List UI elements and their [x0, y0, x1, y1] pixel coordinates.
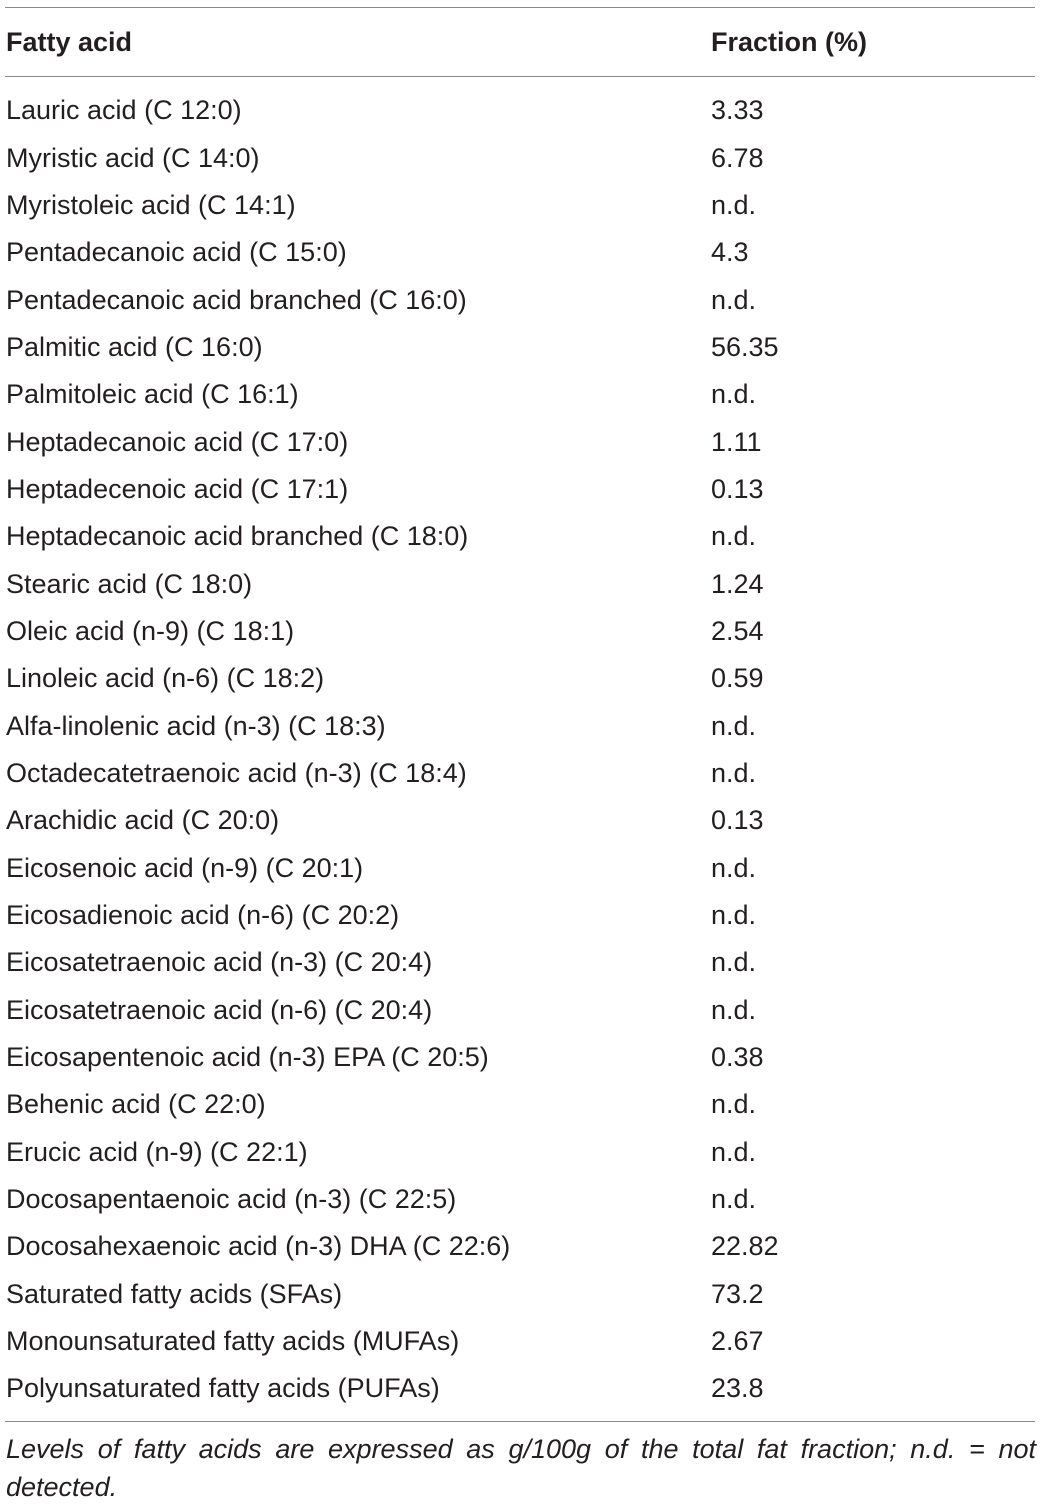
cell-fraction: 22.82: [711, 1231, 779, 1262]
table-row: [5, 1271, 1035, 1318]
table-row: [5, 702, 1035, 749]
table-row: [5, 182, 1035, 229]
table-body: [5, 77, 1035, 1422]
header-fraction: Fraction (%): [711, 26, 868, 57]
cell-fraction: n.d.: [711, 1184, 757, 1215]
table-row: [5, 845, 1035, 892]
table-row: [5, 371, 1035, 418]
cell-fraction: 3.33: [711, 95, 764, 126]
cell-fatty-acid: Monounsaturated fatty acids (MUFAs): [6, 1326, 460, 1357]
cell-fraction: 0.59: [711, 663, 764, 694]
table-row: [5, 892, 1035, 939]
cell-fatty-acid: Heptadecenoic acid (C 17:1): [6, 473, 349, 504]
cell-fatty-acid: Heptadecanoic acid (C 17:0): [6, 426, 349, 457]
table-row: [5, 77, 1035, 135]
table-row: [5, 134, 1035, 181]
cell-fraction: 56.35: [711, 331, 779, 362]
table-row: [5, 513, 1035, 560]
cell-fraction: 1.24: [711, 568, 764, 599]
cell-fatty-acid: Eicosatetraenoic acid (n-6) (C 20:4): [6, 994, 433, 1025]
table-row: [5, 1034, 1035, 1081]
cell-fatty-acid: Docosapentaenoic acid (n-3) (C 22:5): [6, 1184, 457, 1215]
cell-fraction: 6.78: [711, 142, 764, 173]
table-row: [5, 1129, 1035, 1176]
cell-fatty-acid: Oleic acid (n-9) (C 18:1): [6, 615, 295, 646]
table-header-row: [5, 8, 1035, 77]
table-row: [5, 987, 1035, 1034]
cell-fatty-acid: Eicosapentenoic acid (n-3) EPA (C 20:5): [6, 1042, 489, 1073]
cell-fatty-acid: Eicosenoic acid (n-9) (C 20:1): [6, 852, 364, 883]
fatty-acid-table-container: [5, 7, 1035, 1506]
table-row: [5, 1081, 1035, 1128]
cell-fraction: n.d.: [711, 852, 757, 883]
cell-fatty-acid: Arachidic acid (C 20:0): [6, 805, 280, 836]
cell-fatty-acid: Lauric acid (C 12:0): [6, 95, 242, 126]
cell-fraction: 4.3: [711, 237, 749, 268]
cell-fatty-acid: Behenic acid (C 22:0): [6, 1089, 266, 1120]
cell-fatty-acid: Myristic acid (C 14:0): [6, 142, 260, 173]
table-row: [5, 276, 1035, 323]
table-row: [5, 750, 1035, 797]
cell-fraction: 0.13: [711, 805, 764, 836]
table-row: [5, 655, 1035, 702]
cell-fraction: n.d.: [711, 900, 757, 931]
cell-fatty-acid: Polyunsaturated fatty acids (PUFAs): [6, 1373, 440, 1404]
cell-fatty-acid: Saturated fatty acids (SFAs): [6, 1278, 343, 1309]
table-header: [5, 8, 1035, 77]
header-fatty-acid: Fatty acid: [6, 26, 133, 57]
table-row: [5, 1318, 1035, 1365]
cell-fraction: n.d.: [711, 994, 757, 1025]
cell-fatty-acid: Myristoleic acid (C 14:1): [6, 189, 296, 220]
table-row: [5, 324, 1035, 371]
cell-fatty-acid: Heptadecanoic acid branched (C 18:0): [6, 521, 469, 552]
cell-fraction: n.d.: [711, 1136, 757, 1167]
cell-fatty-acid: Palmitoleic acid (C 16:1): [6, 379, 299, 410]
cell-fatty-acid: Stearic acid (C 18:0): [6, 568, 253, 599]
cell-fraction: n.d.: [711, 1089, 757, 1120]
cell-fraction: n.d.: [711, 521, 757, 552]
cell-fatty-acid: Linoleic acid (n-6) (C 18:2): [6, 663, 325, 694]
cell-fatty-acid: Palmitic acid (C 16:0): [6, 331, 263, 362]
cell-fraction: n.d.: [711, 757, 757, 788]
cell-fraction: 1.11: [711, 426, 762, 457]
cell-fatty-acid: Pentadecanoic acid (C 15:0): [6, 237, 347, 268]
cell-fraction: n.d.: [711, 379, 757, 410]
table-row: [5, 229, 1035, 276]
table-row: [5, 797, 1035, 844]
table-row: [5, 939, 1035, 986]
fatty-acid-table: [5, 7, 1035, 1422]
table-row: [5, 466, 1035, 513]
cell-fraction: 0.13: [711, 473, 764, 504]
table-row: [5, 560, 1035, 607]
cell-fraction: 23.8: [711, 1373, 764, 1404]
cell-fatty-acid: Erucic acid (n-9) (C 22:1): [6, 1136, 308, 1167]
table-row: [5, 1365, 1035, 1421]
cell-fatty-acid: Eicosatetraenoic acid (n-3) (C 20:4): [6, 947, 433, 978]
cell-fraction: 2.54: [711, 615, 764, 646]
cell-fatty-acid: Alfa-linolenic acid (n-3) (C 18:3): [6, 710, 386, 741]
cell-fraction: 2.67: [711, 1326, 764, 1357]
cell-fraction: n.d.: [711, 189, 757, 220]
table-footnote: Levels of fatty acids are expressed as g/100g of the total fat fraction; n.d. = not detected.: [6, 1433, 1036, 1502]
table-row: [5, 418, 1035, 465]
table-row: [5, 1223, 1035, 1270]
table-row: [5, 1176, 1035, 1223]
table-row: [5, 608, 1035, 655]
cell-fatty-acid: Eicosadienoic acid (n-6) (C 20:2): [6, 900, 400, 931]
cell-fraction: n.d.: [711, 947, 757, 978]
cell-fatty-acid: Octadecatetraenoic acid (n-3) (C 18:4): [6, 757, 467, 788]
cell-fraction: n.d.: [711, 284, 757, 315]
cell-fraction: n.d.: [711, 710, 757, 741]
cell-fraction: 0.38: [711, 1042, 764, 1073]
cell-fatty-acid: Docosahexaenoic acid (n-3) DHA (C 22:6): [6, 1231, 511, 1262]
cell-fatty-acid: Pentadecanoic acid branched (C 16:0): [6, 284, 467, 315]
cell-fraction: 73.2: [711, 1278, 764, 1309]
